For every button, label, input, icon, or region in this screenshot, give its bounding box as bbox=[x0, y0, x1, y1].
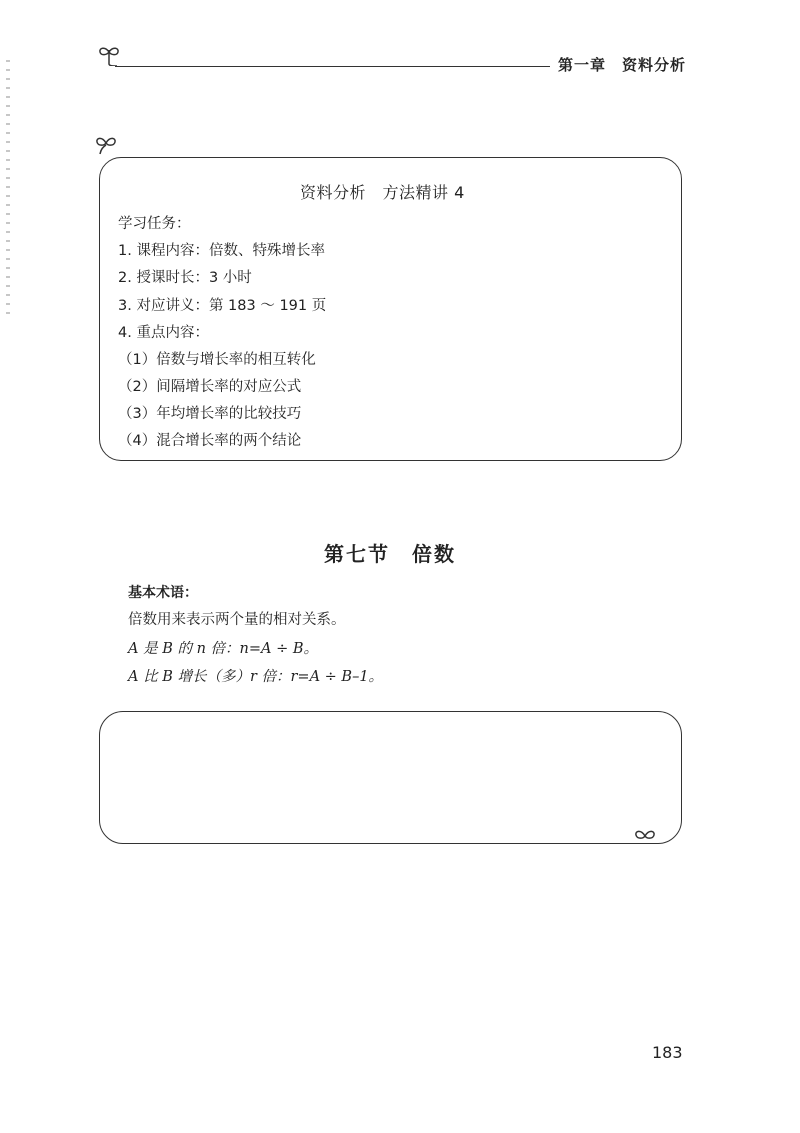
note-box bbox=[99, 711, 682, 844]
sprout-icon bbox=[632, 825, 658, 847]
task-subitem: （4）混合增长率的两个结论 bbox=[118, 433, 302, 449]
task-label: 学习任务： bbox=[118, 216, 191, 232]
task-subitem: （2）间隔增长率的对应公式 bbox=[118, 379, 302, 395]
task-item: 2. 授课时长：3 小时 bbox=[118, 270, 252, 286]
task-item: 1. 课程内容：倍数、特殊增长率 bbox=[118, 243, 325, 259]
term-label: 基本术语： bbox=[128, 585, 198, 601]
section-heading: 第七节 倍数 bbox=[324, 542, 456, 566]
task-subitem: （1）倍数与增长率的相互转化 bbox=[118, 352, 316, 368]
body-text: 倍数用来表示两个量的相对关系。 bbox=[128, 612, 346, 628]
page-number: 183 bbox=[652, 1043, 683, 1062]
task-item: 3. 对应讲义：第 183 ～ 191 页 bbox=[118, 298, 327, 314]
task-subitem: （3）年均增长率的比较技巧 bbox=[118, 406, 302, 422]
sprout-icon bbox=[93, 133, 119, 155]
scan-specks bbox=[6, 60, 10, 320]
chapter-title: 第一章 资料分析 bbox=[558, 56, 687, 74]
task-item: 4. 重点内容： bbox=[118, 325, 209, 341]
formula-line: A 是 B 的 n 倍：n=A ÷ B。 bbox=[128, 641, 318, 657]
sprout-icon bbox=[97, 44, 123, 66]
header-rule bbox=[115, 66, 550, 67]
formula-line: A 比 B 增长（多）r 倍：r=A ÷ B–1。 bbox=[128, 669, 384, 685]
task-box-title: 资料分析 方法精讲 4 bbox=[300, 183, 465, 202]
